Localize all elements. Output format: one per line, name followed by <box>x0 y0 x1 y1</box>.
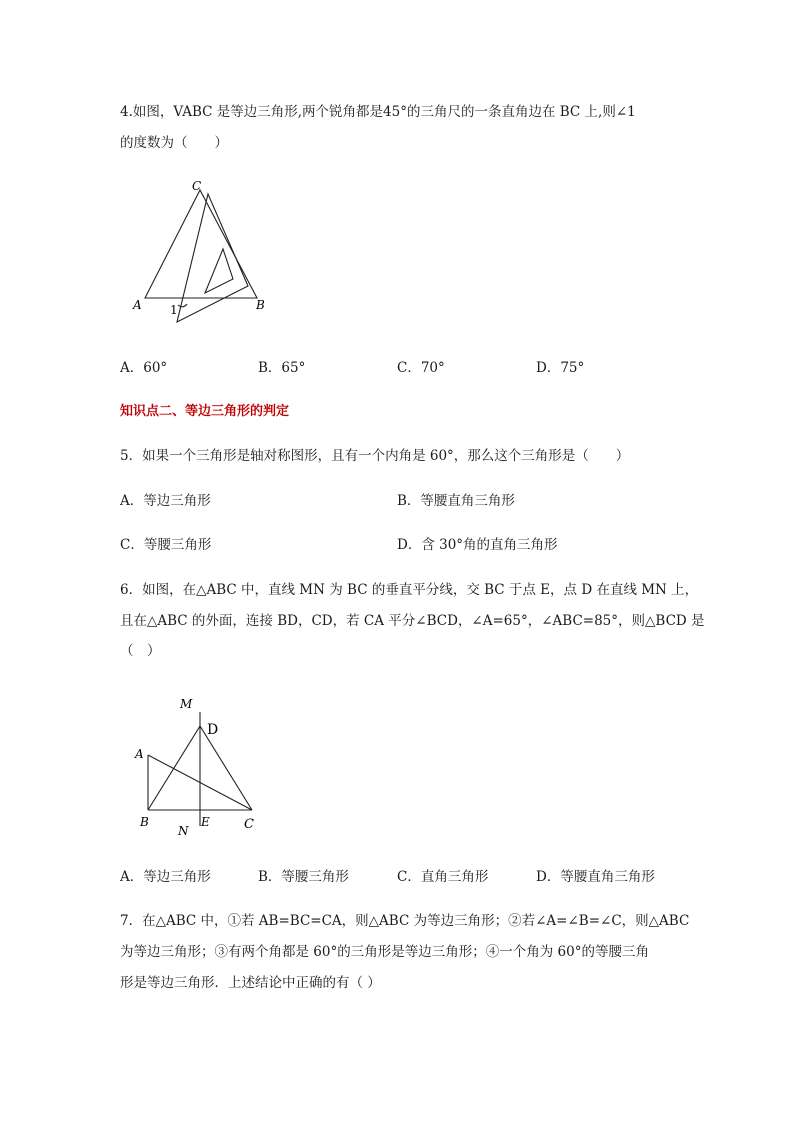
label-c: C <box>192 179 202 193</box>
section-heading: 知识点二、等边三角形的判定 <box>120 404 290 419</box>
label-b2: B <box>140 815 149 829</box>
q4-option-a[interactable]: A．60° <box>120 360 168 376</box>
label-a2: A <box>135 747 144 761</box>
q5-option-d[interactable]: D．含 30°角的直角三角形 <box>397 537 558 553</box>
label-d: D <box>207 722 219 738</box>
q4-stem-line1: 4.如图，VABC 是等边三角形,两个锐角都是45°的三角尺的一条直角边在 BC 上,则∠1 <box>120 104 636 120</box>
q4-stem-line2: 的度数为（ ） <box>120 135 228 151</box>
q6-stem-line3: （ ） <box>120 643 161 659</box>
label-b: B <box>256 298 265 312</box>
angle-1-arc <box>178 304 187 307</box>
q6-option-d[interactable]: D．等腰直角三角形 <box>536 869 655 885</box>
label-c2: C <box>244 817 254 832</box>
q6-stem-line2: 且在△ABC 的外面，连接 BD，CD，若 CA 平分∠BCD，∠A=65°，∠ABC=85°，则△BCD 是 <box>120 613 705 629</box>
label-e: E <box>201 815 210 829</box>
q7-stem-line2: 为等边三角形；③有两个角都是 60°的三角形是等边三角形；④一个角为 60°的等腰三角 <box>120 944 649 960</box>
q5-option-c[interactable]: C．等腰三角形 <box>120 537 212 553</box>
segment-cd <box>200 726 252 810</box>
label-a: A <box>133 298 142 312</box>
q7-stem-line3: 形是等边三角形．上述结论中正确的有（ ） <box>120 975 381 991</box>
q5-stem: 5．如果一个三角形是轴对称图形，且有一个内角是 60°，那么这个三角形是（ ） <box>120 448 630 464</box>
label-1: 1 <box>170 303 178 317</box>
segment-bd <box>148 726 200 810</box>
q5-option-a[interactable]: A．等边三角形 <box>120 493 211 509</box>
q5-option-b[interactable]: B．等腰直角三角形 <box>397 493 515 509</box>
q6-option-a[interactable]: A．等边三角形 <box>120 869 211 885</box>
q6-stem-line1: 6．如图，在△ABC 中，直线 MN 为 BC 的垂直平分线，交 BC 于点 E，点 D 在直线 MN 上， <box>120 582 699 598</box>
q6-option-b[interactable]: B．等腰三角形 <box>258 869 349 885</box>
q4-option-c[interactable]: C．70° <box>397 360 445 376</box>
label-m: M <box>180 697 193 711</box>
equilateral-triangle-abc <box>145 190 257 298</box>
set-square-inner <box>205 249 233 293</box>
q4-figure <box>120 172 290 332</box>
q6-figure <box>125 690 275 840</box>
q4-option-b[interactable]: B．65° <box>258 360 306 376</box>
q6-option-c[interactable]: C．直角三角形 <box>397 869 489 885</box>
q7-stem-line1: 7．在△ABC 中，①若 AB=BC=CA，则△ABC 为等边三角形；②若∠A=∠B=∠C，则△ABC <box>120 913 690 929</box>
q4-option-d[interactable]: D．75° <box>536 360 585 376</box>
label-n: N <box>178 824 189 838</box>
